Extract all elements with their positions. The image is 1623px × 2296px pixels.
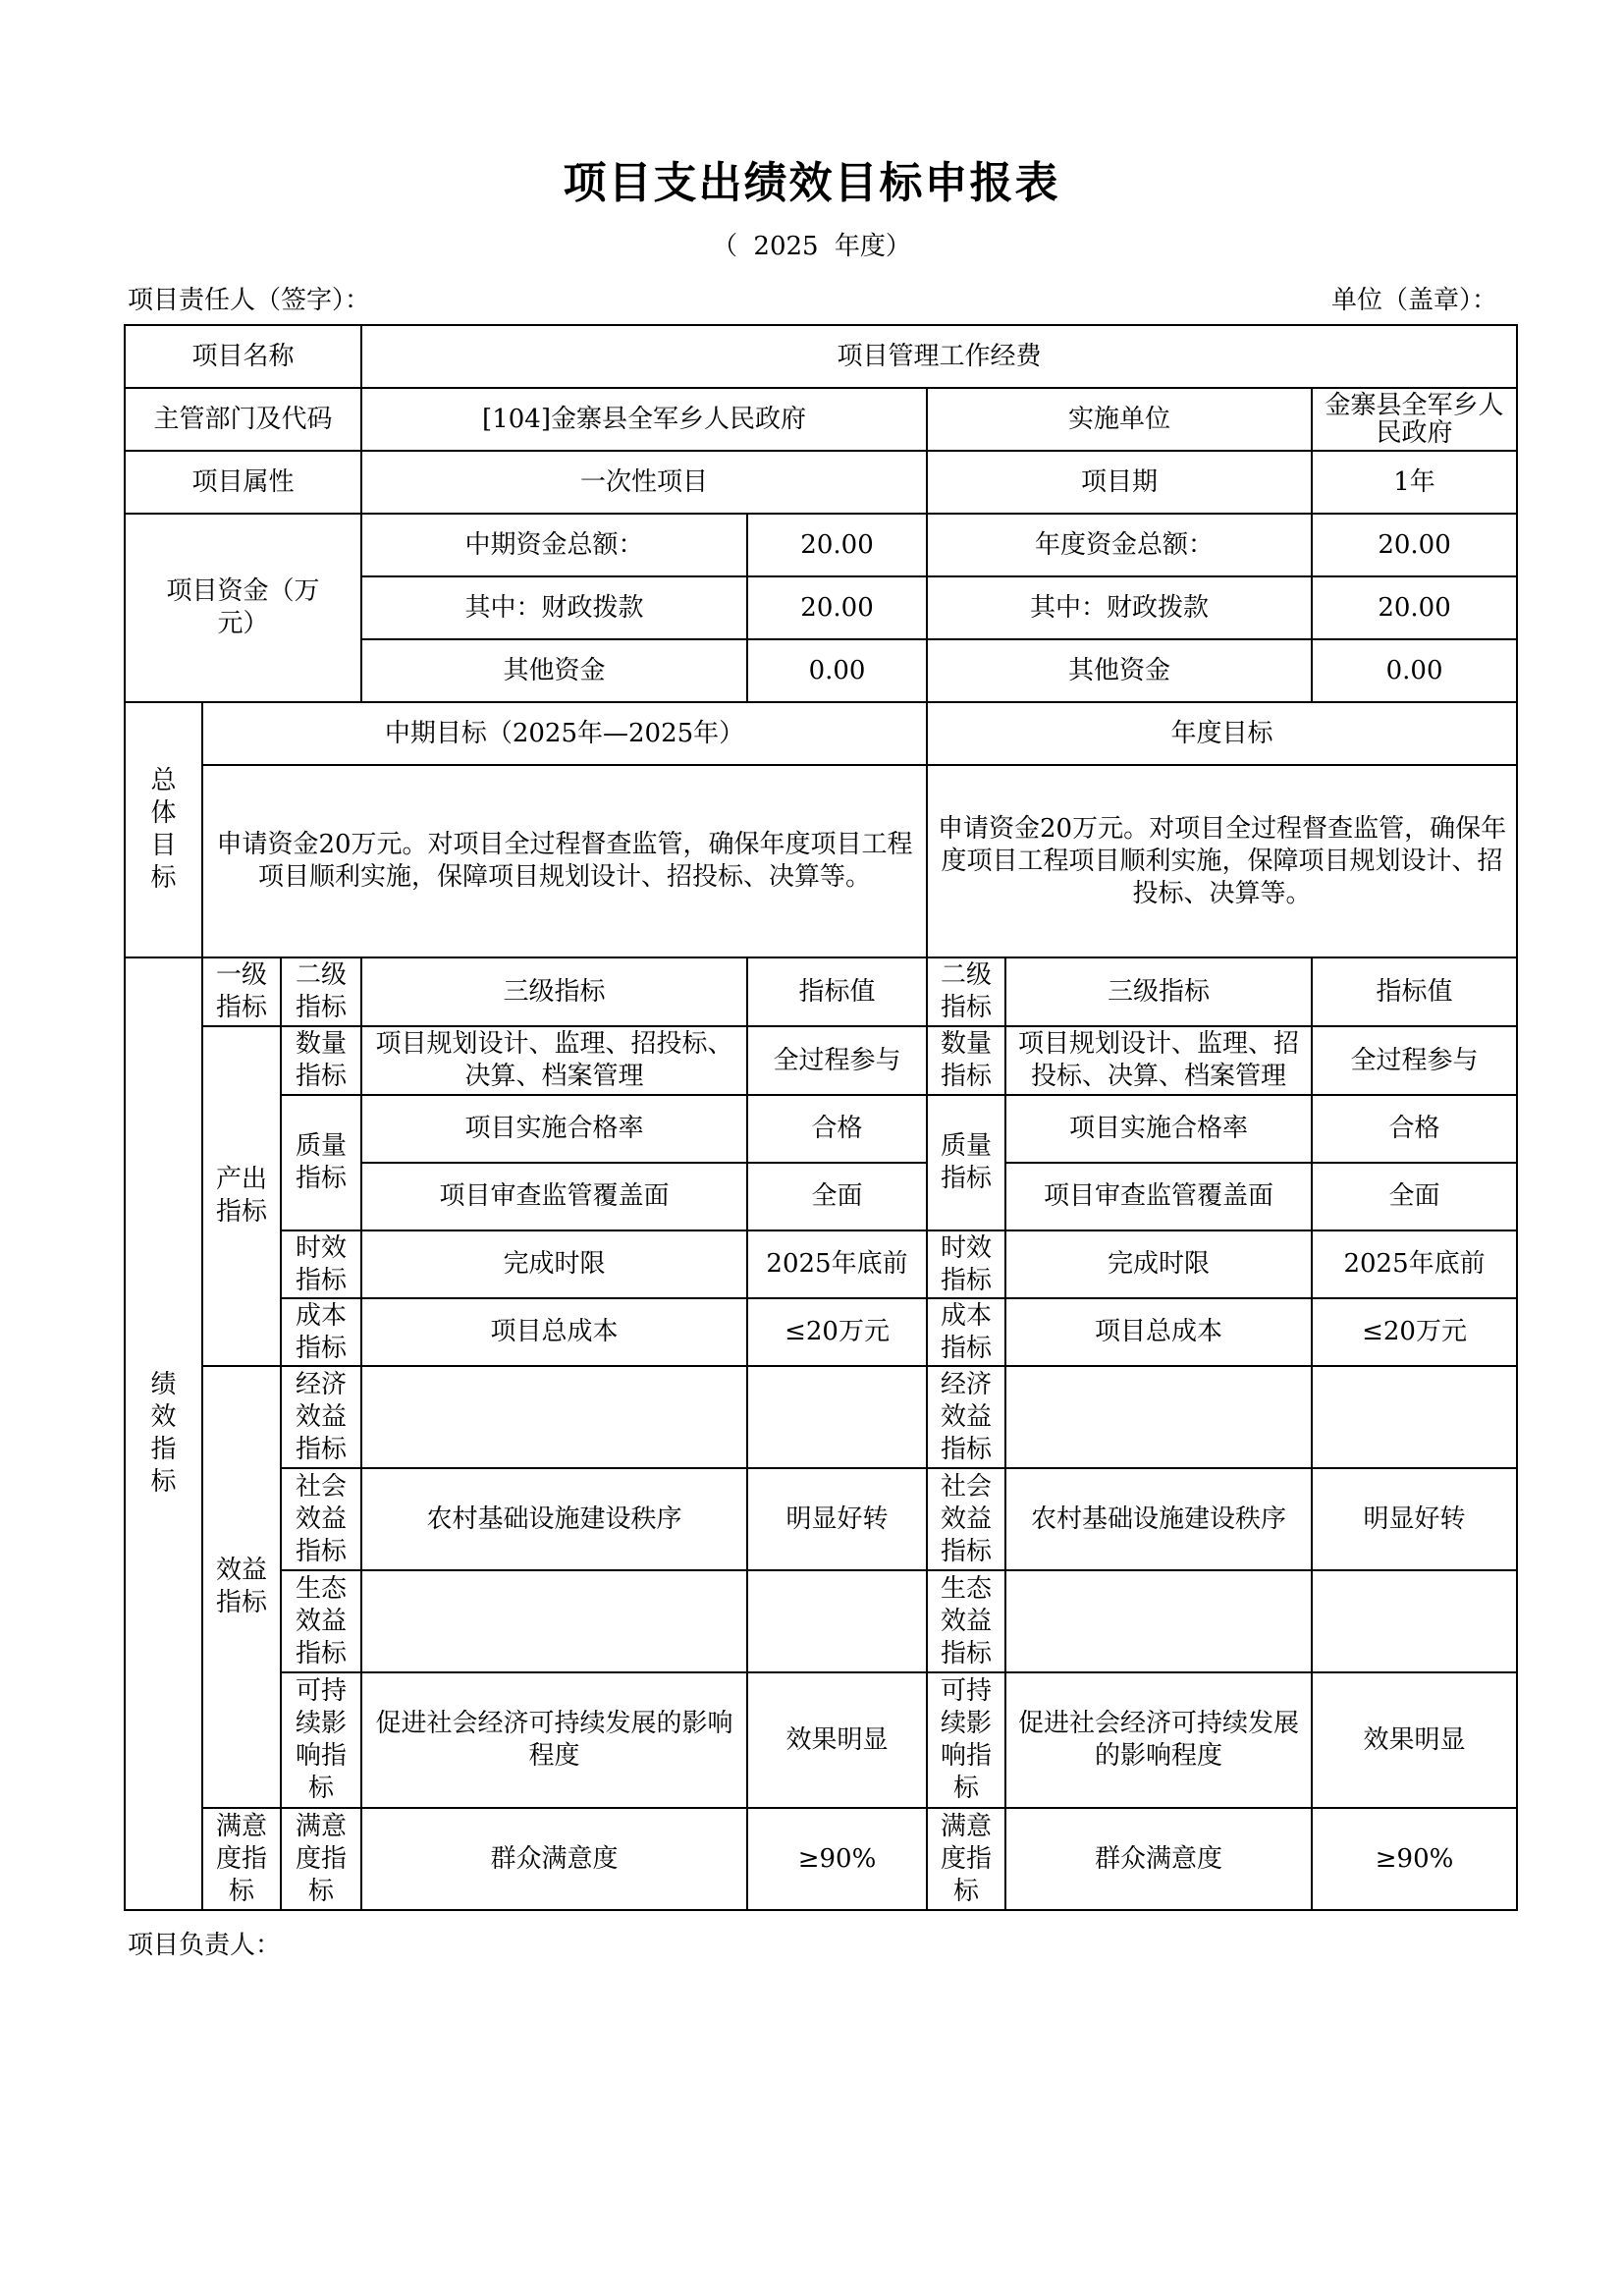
level3-cell-right: 促进社会经济可持续发展的影响程度 bbox=[1005, 1672, 1312, 1808]
unit-seal-label: 单位（盖章）： bbox=[1330, 286, 1497, 315]
funds-label: 项目资金（万元） bbox=[125, 514, 361, 702]
level2-cell: 数量指标 bbox=[281, 1026, 361, 1095]
value-cell: 明显好转 bbox=[747, 1468, 927, 1570]
level3-cell-right bbox=[1005, 1570, 1312, 1672]
value-cell-right bbox=[1312, 1366, 1517, 1468]
annual-goal-header: 年度目标 bbox=[927, 702, 1517, 765]
year-close: 年度） bbox=[834, 232, 911, 261]
level3-cell: 群众满意度 bbox=[361, 1808, 747, 1910]
level3-cell-right: 农村基础设施建设秩序 bbox=[1005, 1468, 1312, 1570]
mid-other-label: 其他资金 bbox=[361, 639, 747, 702]
header-level3: 三级指标 bbox=[361, 957, 747, 1026]
header-level3-right: 三级指标 bbox=[1005, 957, 1312, 1026]
period-value: 1年 bbox=[1312, 451, 1517, 514]
impl-unit-label: 实施单位 bbox=[927, 388, 1312, 451]
level3-cell: 项目总成本 bbox=[361, 1298, 747, 1366]
goals-label: 总体目标 bbox=[125, 702, 202, 957]
level2-cell-right: 可持续影响指标 bbox=[927, 1672, 1005, 1808]
benefit-label: 效益指标 bbox=[202, 1366, 281, 1808]
value-cell bbox=[747, 1366, 927, 1468]
level2-cell-right: 质量指标 bbox=[927, 1095, 1005, 1230]
mid-other-value: 0.00 bbox=[747, 639, 927, 702]
value-cell-right: 合格 bbox=[1312, 1095, 1517, 1163]
value-cell: 效果明显 bbox=[747, 1672, 927, 1808]
value-cell-right: 2025年底前 bbox=[1312, 1230, 1517, 1298]
value-cell: ≥90% bbox=[747, 1808, 927, 1910]
value-cell: ≤20万元 bbox=[747, 1298, 927, 1366]
project-name-label: 项目名称 bbox=[125, 325, 361, 388]
level3-cell-right: 群众满意度 bbox=[1005, 1808, 1312, 1910]
footer-label: 项目负责人： bbox=[128, 1931, 282, 1960]
value-cell bbox=[747, 1570, 927, 1672]
level2-cell: 可持续影响指标 bbox=[281, 1672, 361, 1808]
annual-other-label: 其他资金 bbox=[927, 639, 1312, 702]
annual-goal-text: 申请资金20万元。对项目全过程督查监管，确保年度项目工程项目顺利实施，保障项目规划设计、招投标、决算等。 bbox=[927, 765, 1517, 957]
performance-table bbox=[124, 324, 1518, 1911]
output-label: 产出指标 bbox=[202, 1026, 281, 1366]
annual-other-value: 0.00 bbox=[1312, 639, 1517, 702]
mid-total-value: 20.00 bbox=[747, 514, 927, 576]
level2-cell: 经济效益指标 bbox=[281, 1366, 361, 1468]
annual-total-label: 年度资金总额： bbox=[927, 514, 1312, 576]
attr-label: 项目属性 bbox=[125, 451, 361, 514]
level3-cell: 农村基础设施建设秩序 bbox=[361, 1468, 747, 1570]
level2-cell-right: 社会效益指标 bbox=[927, 1468, 1005, 1570]
level2-cell-right: 数量指标 bbox=[927, 1026, 1005, 1095]
project-name-value: 项目管理工作经费 bbox=[361, 325, 1517, 388]
level2-cell-right: 成本指标 bbox=[927, 1298, 1005, 1366]
level3-cell: 项目实施合格率 bbox=[361, 1095, 747, 1163]
level2-cell-right: 时效指标 bbox=[927, 1230, 1005, 1298]
dept-value: [104]金寨县全军乡人民政府 bbox=[361, 388, 927, 451]
mid-fiscal-value: 20.00 bbox=[747, 576, 927, 639]
year-line bbox=[0, 226, 1623, 262]
value-cell-right bbox=[1312, 1570, 1517, 1672]
value-cell-right: ≤20万元 bbox=[1312, 1298, 1517, 1366]
level3-cell-right: 项目总成本 bbox=[1005, 1298, 1312, 1366]
level2-cell: 质量指标 bbox=[281, 1095, 361, 1230]
level3-cell-right: 完成时限 bbox=[1005, 1230, 1312, 1298]
level3-cell: 项目审查监管覆盖面 bbox=[361, 1163, 747, 1230]
value-cell: 2025年底前 bbox=[747, 1230, 927, 1298]
level2-cell: 时效指标 bbox=[281, 1230, 361, 1298]
header-value-right: 指标值 bbox=[1312, 957, 1517, 1026]
level3-cell: 项目规划设计、监理、招投标、决算、档案管理 bbox=[361, 1026, 747, 1095]
impl-unit-value: 金寨县全军乡人民政府 bbox=[1312, 388, 1517, 451]
year-open: （ bbox=[712, 232, 738, 261]
value-cell-right: 明显好转 bbox=[1312, 1468, 1517, 1570]
header-level2: 二级指标 bbox=[281, 957, 361, 1026]
value-cell: 全面 bbox=[747, 1163, 927, 1230]
level3-cell: 促进社会经济可持续发展的影响程度 bbox=[361, 1672, 747, 1808]
level2-cell: 社会效益指标 bbox=[281, 1468, 361, 1570]
level3-cell bbox=[361, 1570, 747, 1672]
level3-cell-right bbox=[1005, 1366, 1312, 1468]
mid-goal-text: 申请资金20万元。对项目全过程督查监管，确保年度项目工程项目顺利实施，保障项目规划设计、招投标、决算等。 bbox=[202, 765, 927, 957]
dept-label: 主管部门及代码 bbox=[125, 388, 361, 451]
page-title: 项目支出绩效目标申报表 bbox=[563, 158, 1060, 208]
value-cell: 全过程参与 bbox=[747, 1026, 927, 1095]
level2-cell-right: 满意度指标 bbox=[927, 1808, 1005, 1910]
value-cell-right: 全面 bbox=[1312, 1163, 1517, 1230]
header-level1: 一级指标 bbox=[202, 957, 281, 1026]
value-cell-right: 效果明显 bbox=[1312, 1672, 1517, 1808]
header-level2-right: 二级指标 bbox=[927, 957, 1005, 1026]
year-value: 2025 bbox=[753, 232, 819, 261]
satisfaction-label: 满意度指标 bbox=[202, 1808, 281, 1910]
period-label: 项目期 bbox=[927, 451, 1312, 514]
annual-fiscal-label: 其中：财政拨款 bbox=[927, 576, 1312, 639]
level3-cell: 完成时限 bbox=[361, 1230, 747, 1298]
value-cell-right: 全过程参与 bbox=[1312, 1026, 1517, 1095]
signer-label: 项目责任人（签字）： bbox=[128, 286, 371, 315]
mid-total-label: 中期资金总额： bbox=[361, 514, 747, 576]
annual-fiscal-value: 20.00 bbox=[1312, 576, 1517, 639]
level3-cell-right: 项目规划设计、监理、招投标、决算、档案管理 bbox=[1005, 1026, 1312, 1095]
level2-cell: 生态效益指标 bbox=[281, 1570, 361, 1672]
annual-total-value: 20.00 bbox=[1312, 514, 1517, 576]
level2-cell-right: 经济效益指标 bbox=[927, 1366, 1005, 1468]
level3-cell-right: 项目审查监管覆盖面 bbox=[1005, 1163, 1312, 1230]
level2-cell: 满意度指标 bbox=[281, 1808, 361, 1910]
attr-value: 一次性项目 bbox=[361, 451, 927, 514]
level3-cell bbox=[361, 1366, 747, 1468]
perf-label: 绩效指标 bbox=[125, 957, 202, 1910]
level2-cell: 成本指标 bbox=[281, 1298, 361, 1366]
level2-cell-right: 生态效益指标 bbox=[927, 1570, 1005, 1672]
value-cell-right: ≥90% bbox=[1312, 1808, 1517, 1910]
level3-cell-right: 项目实施合格率 bbox=[1005, 1095, 1312, 1163]
header-value: 指标值 bbox=[747, 957, 927, 1026]
value-cell: 合格 bbox=[747, 1095, 927, 1163]
mid-fiscal-label: 其中：财政拨款 bbox=[361, 576, 747, 639]
mid-goal-header: 中期目标（2025年—2025年） bbox=[202, 702, 927, 765]
